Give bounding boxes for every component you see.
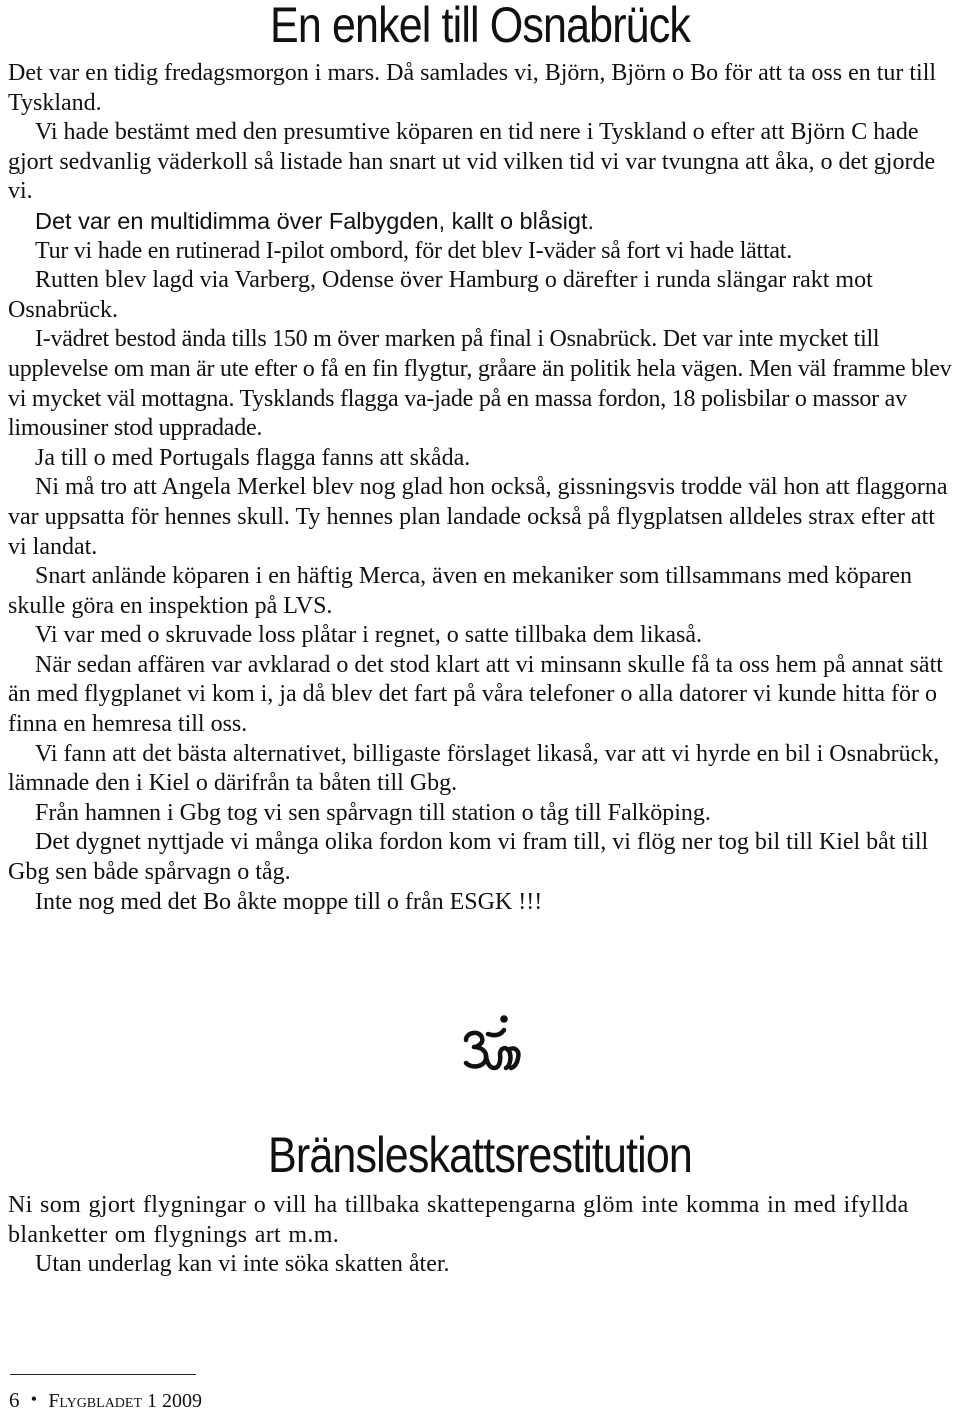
article-paragraph: Det dygnet nyttjade vi många olika fordon kom vi fram till, vi flög ner tog bil till Kiel båt till Gbg sen både spårvagn o tåg. [8,829,929,886]
article-paragraph: Från hamnen i Gbg tog vi sen spårvagn till station o tåg till Falköping. [35,799,711,826]
article-paragraph: I-vädret bestod ända tills 150 m över marken på final i Osnabrück. Det var inte mycket till upplevelse om man är ute efter o få en fin flygtur, gråare än politik hela vägen. Men väl framme blev vi mycket väl mottagna. Tysklands flagga va-jade på en massa fordon, 18 polisbilar o massor av limousiner stod uppradade. [8,326,952,442]
article-paragraph: Ja till o med Portugals flagga fanns att skåda. [35,444,471,471]
article-paragraph: Snart anlände köparen i en häftig Merca, även en mekaniker som tillsammans med köparen skulle göra en inspektion på LVS. [8,563,913,619]
notice-title: Bränsleskattsrestitution [268,1127,692,1183]
om-symbol-icon [460,1010,524,1074]
article-title: En enkel till Osnabrück [269,0,690,53]
notice-paragraph: Utan underlag kan vi inte söka skatten åter. [35,1251,450,1278]
publication-name: Flygbladet 1 2009 [48,1390,203,1412]
article-paragraph: När sedan affären var avklarad o det stod klart att vi minsann skulle få ta oss hem på annat sätt än med flygplanet vi kom i, ja då blev det fart på våra telefoner o alla datorer vi kunde hitta för o finna en hemresa till oss. [8,651,943,738]
article-paragraph: Tur vi hade en rutinerad I-pilot ombord, för det blev I-väder så fort vi hade lättat. [35,237,792,264]
page-number: 6 [9,1388,20,1412]
footer-divider [10,1374,196,1375]
article-paragraph: Vi fann att det bästa alternativet, billigaste förslaget likaså, var att vi hyrde en bil i Osnabrück, lämnade den i Kiel o därifrån ta båten till Gbg. [8,740,940,797]
article-paragraph: Inte nog med det Bo åkte moppe till o från ESGK !!! [35,888,543,915]
article-paragraph: Vi hade bestämt med den presumtive köparen en tid nere i Tyskland o efter att Björn C hade gjort sedvanlig väderkoll så listade han snart ut vid vilken tid vi var tvungna att åka, o det gjorde vi. [8,119,936,205]
article-paragraph: Det var en multidimma över Falbygden, kallt o blåsigt. [35,207,595,234]
article-body [8,59,958,917]
article-paragraph: Rutten blev lagd via Varberg, Odense över Hamburg o därefter i runda slängar rakt mot Osnabrück. [8,267,873,323]
article-paragraph: Det var en tidig fredagsmorgon i mars. Då samlades vi, Björn, Björn o Bo för att ta oss en tur till Tyskland. [8,60,937,116]
article-paragraph: Vi var med o skruvade loss plåtar i regnet, o satte tillbaka dem likaså. [35,622,703,649]
notice-paragraph: Ni som gjort flygningar o vill ha tillbaka skattepengarna glöm inte komma in med ifyllda blanketter om flygnings art m.m. [8,1192,909,1248]
article-paragraph: Ni må tro att Angela Merkel blev nog glad hon också, gissningsvis trodde väl hon att flaggorna var uppsatta för hennes skull. Ty hennes plan landade också på flygplatsen alldeles strax efter att vi landat. [8,474,948,560]
footer-bullet: • [30,1389,38,1409]
page-footer [9,1386,202,1414]
notice-body [8,1191,958,1280]
